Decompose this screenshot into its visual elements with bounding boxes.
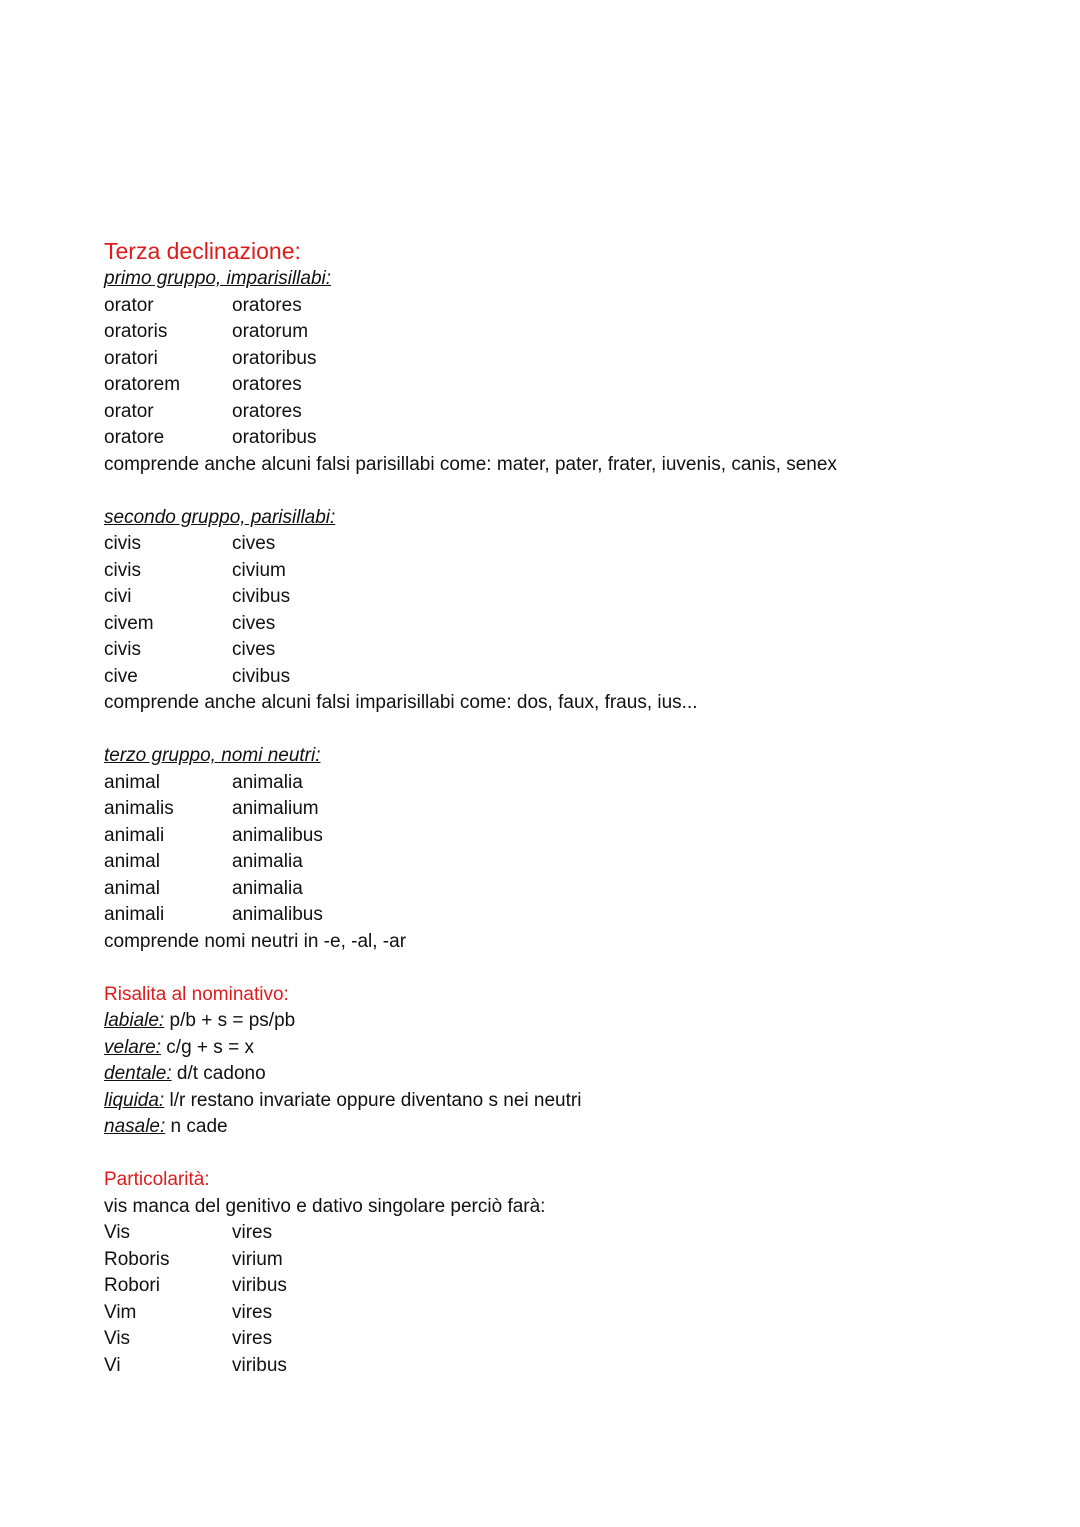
- declension-row: [104, 902, 1004, 929]
- singular-form: Vis: [104, 1222, 131, 1243]
- group-secondo: [104, 505, 1004, 717]
- plural-form: oratoribus: [232, 427, 317, 448]
- section-title: Risalita al nominativo:: [104, 983, 289, 1005]
- declension-row: [104, 531, 1004, 558]
- declension-row: [104, 1353, 1004, 1380]
- singular-form: oratori: [104, 347, 158, 369]
- plural-form: animalia: [232, 851, 303, 872]
- plural-form: virium: [232, 1248, 283, 1270]
- singular-form: animal: [104, 771, 160, 793]
- singular-form: Roboris: [104, 1248, 170, 1270]
- plural-form: animalia: [232, 877, 303, 899]
- rule-velare: [104, 1035, 1004, 1062]
- plural-form: oratores: [232, 400, 302, 422]
- group-label: primo gruppo, imparisillabi:: [104, 268, 332, 289]
- plural-form: oratoribus: [232, 347, 317, 369]
- declension-row: [104, 293, 1004, 320]
- plural-form: viribus: [232, 1354, 287, 1376]
- plural-form: animalia: [232, 771, 303, 793]
- plural-form: animalibus: [232, 904, 323, 925]
- declension-row: [104, 637, 1004, 664]
- singular-form: oratoris: [104, 321, 168, 342]
- plural-form: oratores: [232, 294, 302, 316]
- singular-form: Robori: [104, 1275, 160, 1296]
- group-terzo: [104, 743, 1004, 955]
- particolarita-section: [104, 1167, 1004, 1379]
- singular-form: animali: [104, 904, 165, 925]
- singular-form: Vis: [104, 1328, 131, 1349]
- singular-form: animal: [104, 851, 160, 872]
- singular-form: Vi: [104, 1354, 121, 1376]
- page-title: Terza declinazione:: [104, 238, 301, 264]
- declension-row: [104, 1220, 1004, 1247]
- rule-labiale: [104, 1008, 1004, 1035]
- rule-liquida: [104, 1088, 1004, 1115]
- declension-row: [104, 770, 1004, 797]
- rule-label: nasale:: [104, 1116, 166, 1137]
- singular-form: civis: [104, 533, 141, 554]
- declension-row: [104, 558, 1004, 585]
- group-primo: [104, 266, 1004, 478]
- declension-row: [104, 611, 1004, 638]
- plural-form: civium: [232, 559, 286, 581]
- rule-label: labiale:: [104, 1010, 165, 1031]
- declension-row: [104, 425, 1004, 452]
- rule-label: dentale:: [104, 1063, 172, 1084]
- singular-form: animal: [104, 877, 160, 899]
- singular-form: Vim: [104, 1301, 137, 1323]
- group-label: terzo gruppo, nomi neutri:: [104, 745, 321, 766]
- rule-text: c/g + s = x: [161, 1036, 254, 1058]
- section-title: Particolarità:: [104, 1169, 210, 1190]
- declension-row: [104, 1273, 1004, 1300]
- declension-row: [104, 876, 1004, 903]
- singular-form: civi: [104, 586, 132, 607]
- rule-label: liquida:: [104, 1089, 165, 1111]
- singular-form: orator: [104, 294, 154, 316]
- declension-row: [104, 796, 1004, 823]
- declension-row: [104, 319, 1004, 346]
- section-intro: vis manca del genitivo e dativo singolare perciò farà:: [104, 1195, 546, 1217]
- singular-form: civis: [104, 559, 141, 581]
- group-note: comprende nomi neutri in -e, -al, -ar: [104, 930, 407, 952]
- plural-form: civibus: [232, 665, 291, 687]
- declension-row: [104, 346, 1004, 373]
- rule-dentale: [104, 1061, 1004, 1088]
- rule-text: d/t cadono: [171, 1063, 266, 1084]
- rule-label: velare:: [104, 1036, 162, 1058]
- plural-form: civibus: [232, 586, 291, 607]
- rule-nasale: [104, 1114, 1004, 1141]
- plural-form: oratorum: [232, 321, 309, 342]
- document-page: [104, 236, 1004, 1379]
- declension-row: [104, 1247, 1004, 1274]
- plural-form: oratores: [232, 374, 302, 395]
- group-note: comprende anche alcuni falsi parisillabi come: mater, pater, frater, iuvenis, canis, senex: [104, 453, 837, 475]
- plural-form: vires: [232, 1301, 273, 1323]
- declension-row: [104, 1326, 1004, 1353]
- plural-form: cives: [232, 612, 276, 634]
- rule-text: l/r restano invariate oppure diventano s nei neutri: [164, 1089, 582, 1111]
- singular-form: civem: [104, 612, 154, 634]
- declension-row: [104, 399, 1004, 426]
- plural-form: cives: [232, 533, 276, 554]
- declension-row: [104, 372, 1004, 399]
- singular-form: orator: [104, 400, 154, 422]
- group-label: secondo gruppo, parisillabi:: [104, 506, 336, 528]
- plural-form: vires: [232, 1222, 273, 1243]
- declension-row: [104, 823, 1004, 850]
- group-note: comprende anche alcuni falsi imparisillabi come: dos, faux, fraus, ius...: [104, 692, 698, 713]
- singular-form: oratore: [104, 427, 165, 448]
- rule-text: p/b + s = ps/pb: [164, 1010, 296, 1031]
- declension-row: [104, 1300, 1004, 1327]
- plural-form: animalibus: [232, 824, 323, 846]
- singular-form: civis: [104, 639, 141, 660]
- risalita-section: [104, 982, 1004, 1141]
- plural-form: animalium: [232, 798, 319, 819]
- rule-text: n cade: [165, 1116, 228, 1137]
- singular-form: animali: [104, 824, 165, 846]
- declension-row: [104, 584, 1004, 611]
- declension-row: [104, 664, 1004, 691]
- plural-form: vires: [232, 1328, 273, 1349]
- declension-row: [104, 849, 1004, 876]
- singular-form: animalis: [104, 798, 174, 819]
- singular-form: oratorem: [104, 374, 181, 395]
- plural-form: cives: [232, 639, 276, 660]
- plural-form: viribus: [232, 1275, 287, 1296]
- singular-form: cive: [104, 665, 138, 687]
